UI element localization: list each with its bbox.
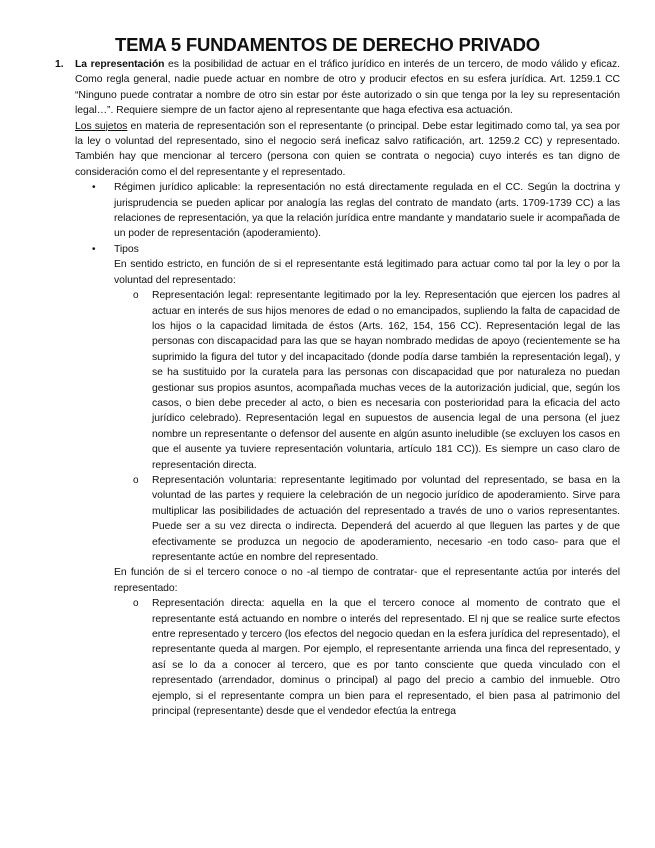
- bullet-marker: •: [92, 182, 96, 194]
- sujetos-text: en materia de representación son el representante (o principal. Debe estar legitimado como tal, ya sea por la ley o voluntad del representado, sino el negocio será ineficaz salvo ratificación, art. 1259.2 CC) y representado. También hay que mencionar al tercero (persona con quien se contrata o negocia) cuyo interés es tan digno de consideración como el del representante y el representado.: [75, 120, 620, 178]
- bullet-marker: •: [92, 243, 96, 255]
- tipos-intro-2: En función de si el tercero conoce o no -al tiempo de contratar- que el representante actúa por interés del representado:: [114, 567, 620, 594]
- representacion-text: es la posibilidad de actuar en el tráfico jurídico en interés de un tercero, de modo válido y eficaz. Como regla general, nadie puede actuar en nombre de otro y producir efectos en su esfera jurídica. Art. 1259.1 CC “Ninguno puede contratar a nombre de otro sin estar por éste autorizado o sin que tenga por la ley su representación legal…”. Requiere siempre de un factor ajeno al representante que haga efectiva esa actuación.: [75, 59, 620, 117]
- directa-text: Representación directa: aquella en la que el tercero conoce al momento de contrato que el representante está actuando en nombre o interés del representado. El nj que se realice surte efectos entre representado y tercero (los efectos del negocio quedan en la esfera jurídica del representado), el representante queda al margen. Por ejemplo, el representante arrienda una finca del representado, y así se lo da a conocer al tercero, que es por tanto consciente que queda vinculado con el representado (arrendador, dominus o principal) al pago del precio a cambio del inmueble. Otro ejemplo, si el representante compra un bien para el representado, el bien pasa al patrimonio del principal (representante) desde que el vendedor efectúa la entrega: [152, 598, 620, 718]
- bullet-tipos: [92, 242, 620, 257]
- section-sujetos: [75, 119, 620, 181]
- circle-marker: o: [133, 290, 139, 302]
- subitem-representacion-legal: [133, 288, 620, 473]
- bullet-regimen: [92, 180, 620, 242]
- voluntaria-text: Representación voluntaria: representante legitimado por voluntad del representado, se basa en la voluntad de las partes y requiere la celebración de un negocio jurídico de apoderamiento. Sirve para multiplicar las posibilidades de actuación del representado a través de uno o varios representantes. Puede ser a su vez directa o indirecta. Dependerá del acuerdo al que lleguen las partes y de que efectivamente se produzca un negocio de apoderamiento, necesario -en todo caso- para que el representante actúe en nombre del representado.: [152, 474, 620, 563]
- page-title: TEMA 5 FUNDAMENTOS DE DERECHO PRIVADO: [115, 34, 540, 55]
- subitem-representacion-directa: [133, 596, 620, 719]
- term-representacion: La representación: [75, 59, 165, 70]
- circle-marker: o: [133, 598, 139, 610]
- legal-text: Representación legal: representante legitimado por la ley. Representación que ejercen los padres al actuar en interés de sus hijos menores de edad o no emancipados, supliendo la falta de capacidad de los hijos o la capacidad limitada de éstos (Arts. 162, 154, 156 CC). Representación legal de las personas con discapacidad para las que se hayan nombrado medidas de apoyo (recientemente se ha suprimido la figura del tutor y del incapacitado (donde podía darse también la representación legal), y se ha sustituido por la curatela para las personas con discapacidad que por naturaleza no puedan gestionar sus propios asuntos, acompañada muchas veces de la autorización judicial, que, según los casos, o bien debe preceder al acto, o bien es necesaria con posterioridad para la eficacia del acto jurídico celebrado). Representación legal en supuestos de ausencia legal de una persona (el juez nombre un representante o defensor del ausente en algún asunto ineludible (se excluyen los casos en que el ausente ya tuviere representación voluntaria, artículo 181 CC)). Es siempre un caso claro de representación directa.: [152, 290, 620, 471]
- tipos-intro: En sentido estricto, en función de si el representante está legitimado para actuar como tal por la ley o por la voluntad del representado:: [114, 259, 620, 286]
- document-body: [0, 57, 655, 719]
- subitem-representacion-voluntaria: [133, 473, 620, 565]
- section-number: 1.: [55, 59, 64, 70]
- circle-marker: o: [133, 474, 139, 486]
- regimen-text: Régimen jurídico aplicable: la representación no está directamente regulada en el CC. Según la doctrina y jurisprudencia se pueden aplicar por analogía las reglas del contrato de mandato (arts. 1709-1739 CC) a las relaciones de representación, ya que la relación jurídica entre mandante y mandatario suele ir acompañada de un poder de representación (apoderamiento).: [114, 182, 620, 240]
- section-representacion: [55, 57, 620, 119]
- term-sujetos: Los sujetos: [75, 120, 128, 132]
- tipos-label: Tipos: [114, 243, 139, 255]
